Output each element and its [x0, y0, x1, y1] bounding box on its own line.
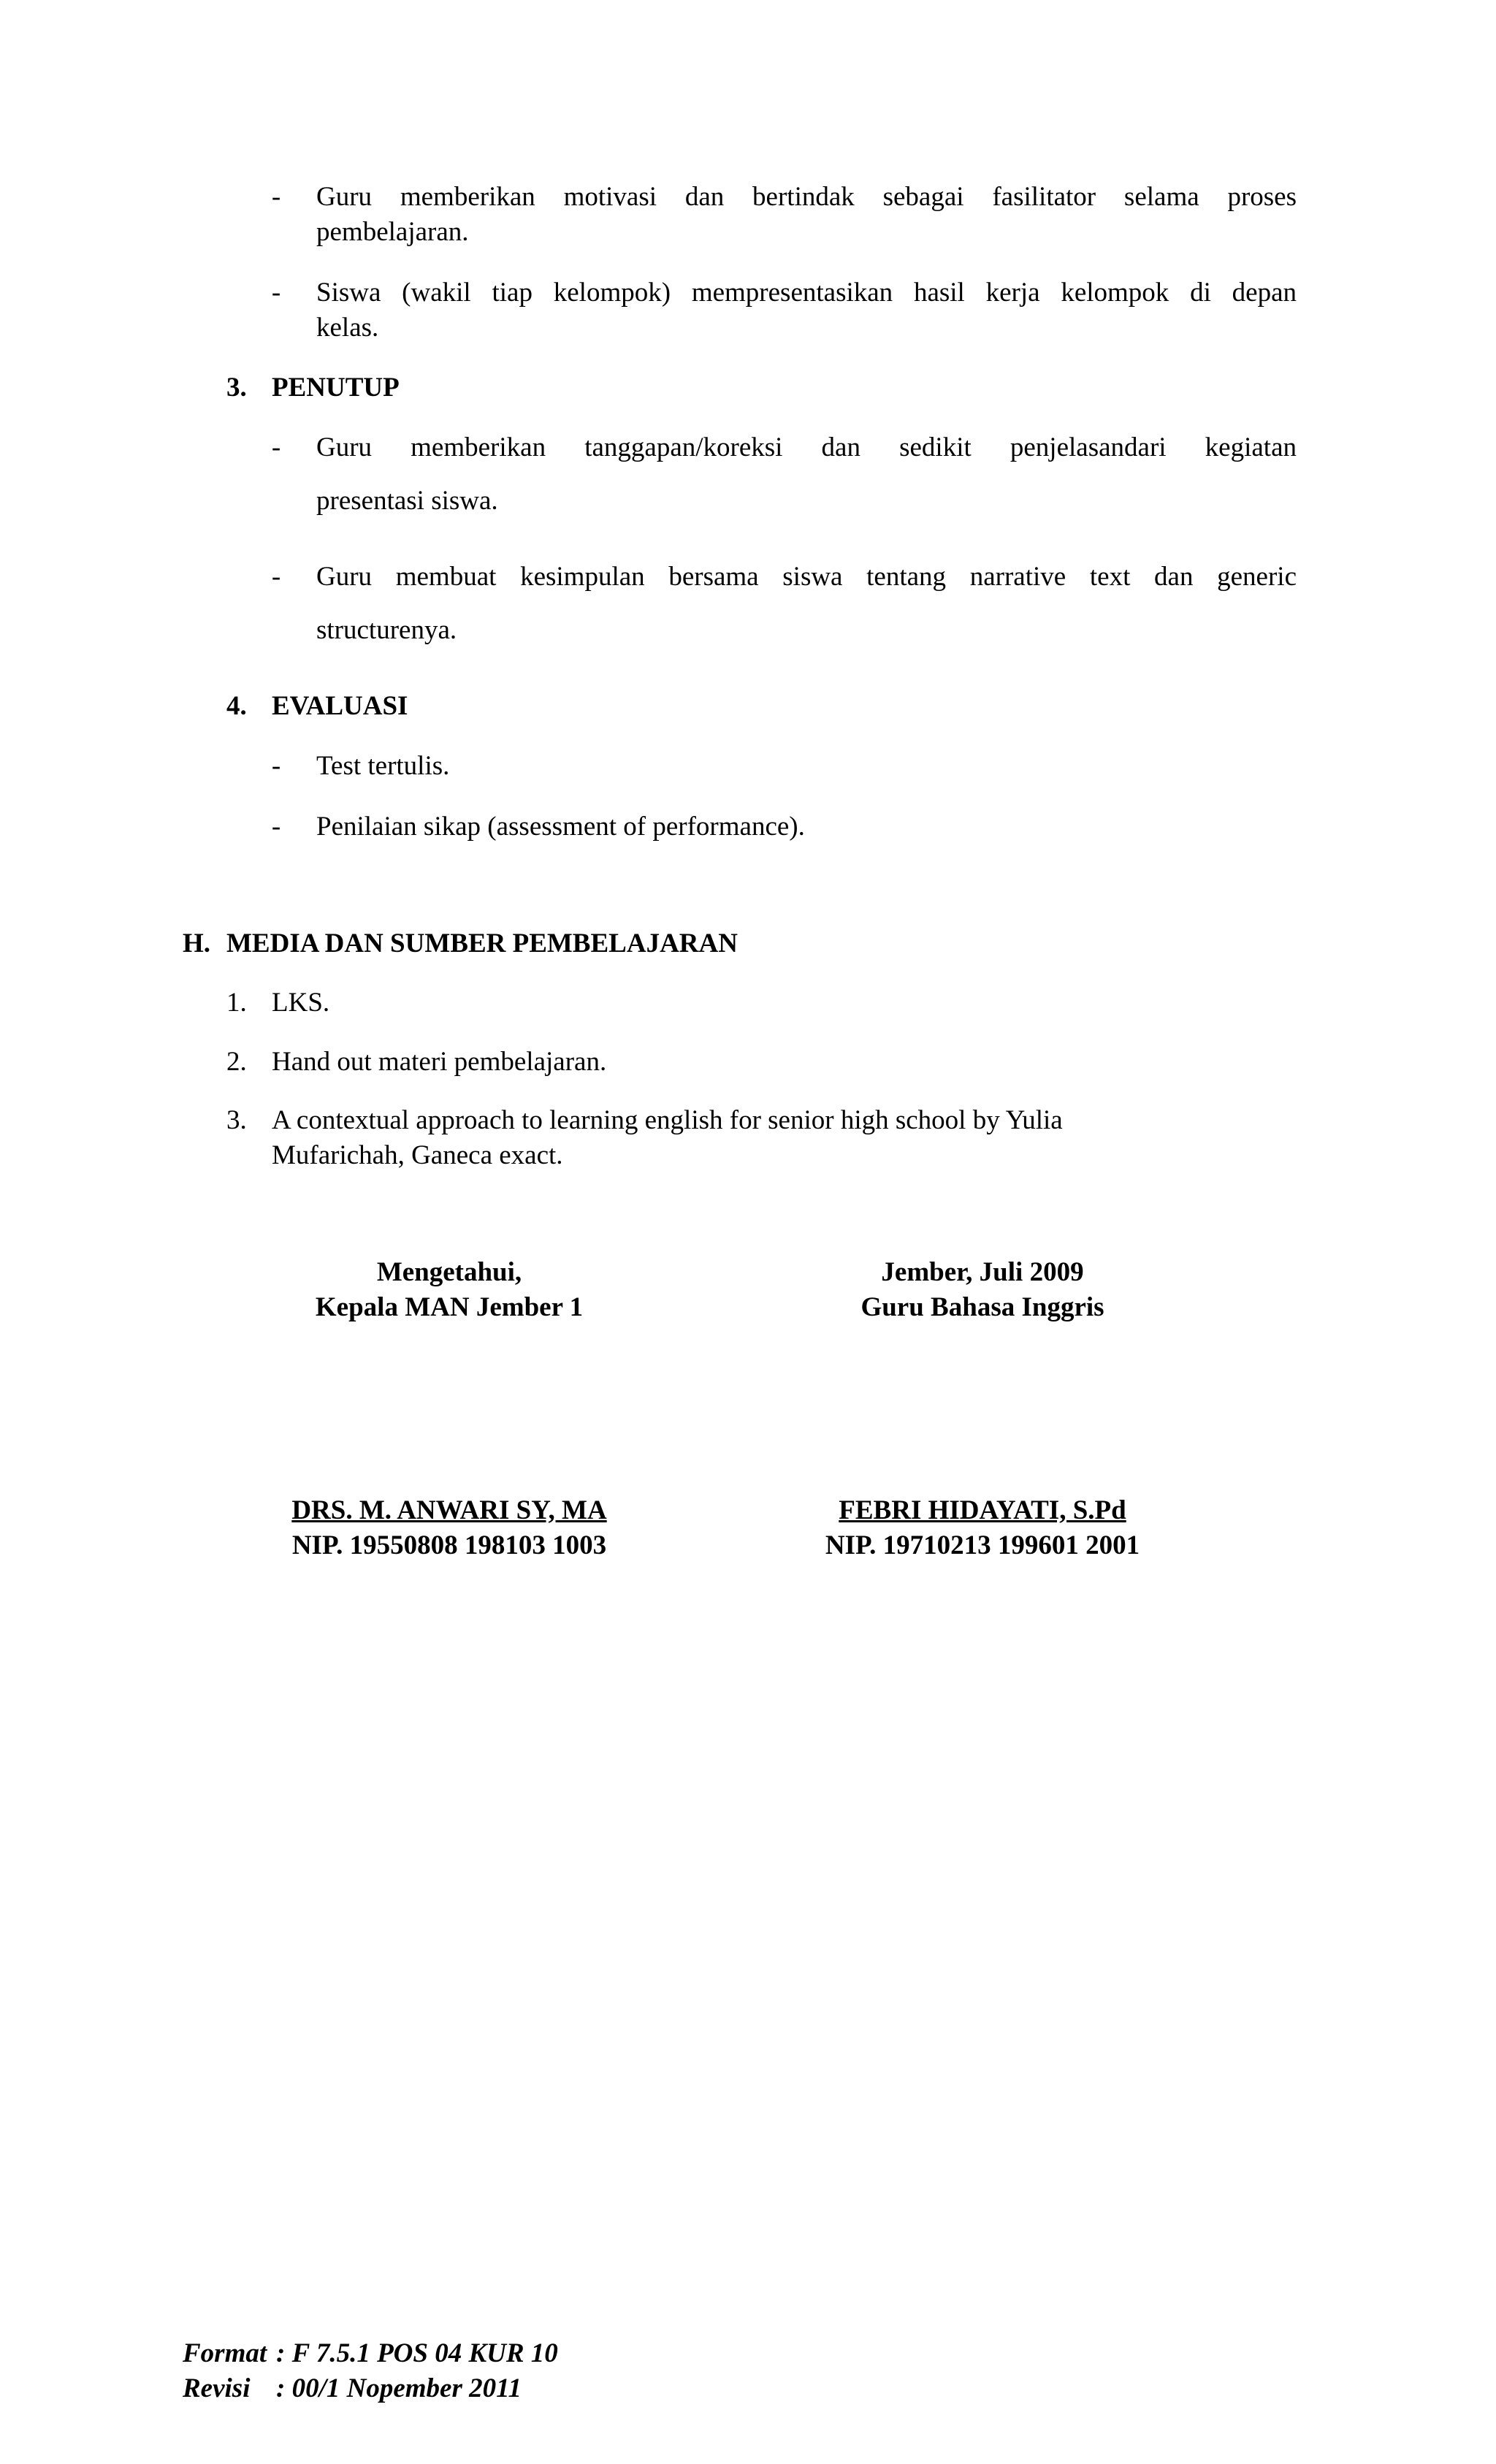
inti-item-2-line1: Siswa (wakil tiap kelompok) mempresentasikan hasil kerja kelompok di depan [316, 278, 1297, 308]
bullet-marker: - [271, 562, 281, 592]
left-sign-greeting: Mengetahui, [376, 1257, 522, 1287]
penutup-item-2-line1: Guru membuat kesimpulan bersama siswa tentang narrative text dan generic [316, 562, 1297, 592]
left-sign-nip: NIP. 19550808 198103 1003 [291, 1530, 607, 1560]
penutup-heading: PENUTUP [272, 373, 400, 403]
bullet-marker: - [271, 751, 281, 781]
inti-item-1-line1: Guru memberikan motivasi dan bertindak sebagai fasilitator selama proses [316, 182, 1297, 212]
right-sign-nip: NIP. 19710213 199601 2001 [825, 1530, 1140, 1560]
bullet-marker: - [271, 812, 281, 842]
footer-revisi-value: : 00/1 Nopember 2011 [276, 2373, 522, 2403]
bullet-marker: - [271, 278, 281, 308]
section-number: 3. [226, 373, 247, 403]
section-number: 4. [226, 691, 247, 721]
evaluasi-item-1: Test tertulis. [316, 751, 450, 781]
footer-format-label: Format [183, 2338, 267, 2368]
section-letter: H. [183, 928, 211, 958]
media-item-3-line1: A contextual approach to learning english for senior high school by Yulia [272, 1105, 1063, 1135]
media-item-2: Hand out materi pembelajaran. [272, 1047, 607, 1077]
penutup-item-1-line1: Guru memberikan tanggapan/koreksi dan sedikit penjelasandari kegiatan [316, 432, 1297, 462]
inti-item-2-line2: kelas. [316, 313, 379, 343]
right-sign-title: Guru Bahasa Inggris [860, 1292, 1104, 1322]
bullet-marker: - [271, 432, 281, 462]
media-heading: MEDIA DAN SUMBER PEMBELAJARAN [226, 928, 738, 958]
bullet-marker: - [271, 182, 281, 212]
right-sign-name: FEBRI HIDAYATI, S.Pd [839, 1495, 1126, 1525]
left-sign-title: Kepala MAN Jember 1 [315, 1292, 584, 1322]
list-number: 3. [226, 1105, 247, 1135]
evaluasi-heading: EVALUASI [272, 691, 408, 721]
right-sign-place-date: Jember, Juli 2009 [881, 1257, 1084, 1287]
media-item-3-line2: Mufarichah, Ganeca exact. [272, 1140, 563, 1170]
inti-item-1-line2: pembelajaran. [316, 217, 469, 247]
list-number: 1. [226, 988, 247, 1018]
footer-revisi-label: Revisi [183, 2373, 251, 2403]
media-item-1: LKS. [272, 988, 330, 1018]
left-sign-name: DRS. M. ANWARI SY, MA [291, 1495, 607, 1525]
footer-format-value: : F 7.5.1 POS 04 KUR 10 [276, 2338, 558, 2368]
penutup-item-2-line2: structurenya. [316, 615, 457, 645]
penutup-item-1-line2: presentasi siswa. [316, 486, 498, 516]
evaluasi-item-2: Penilaian sikap (assessment of performance). [316, 812, 805, 842]
list-number: 2. [226, 1047, 247, 1077]
